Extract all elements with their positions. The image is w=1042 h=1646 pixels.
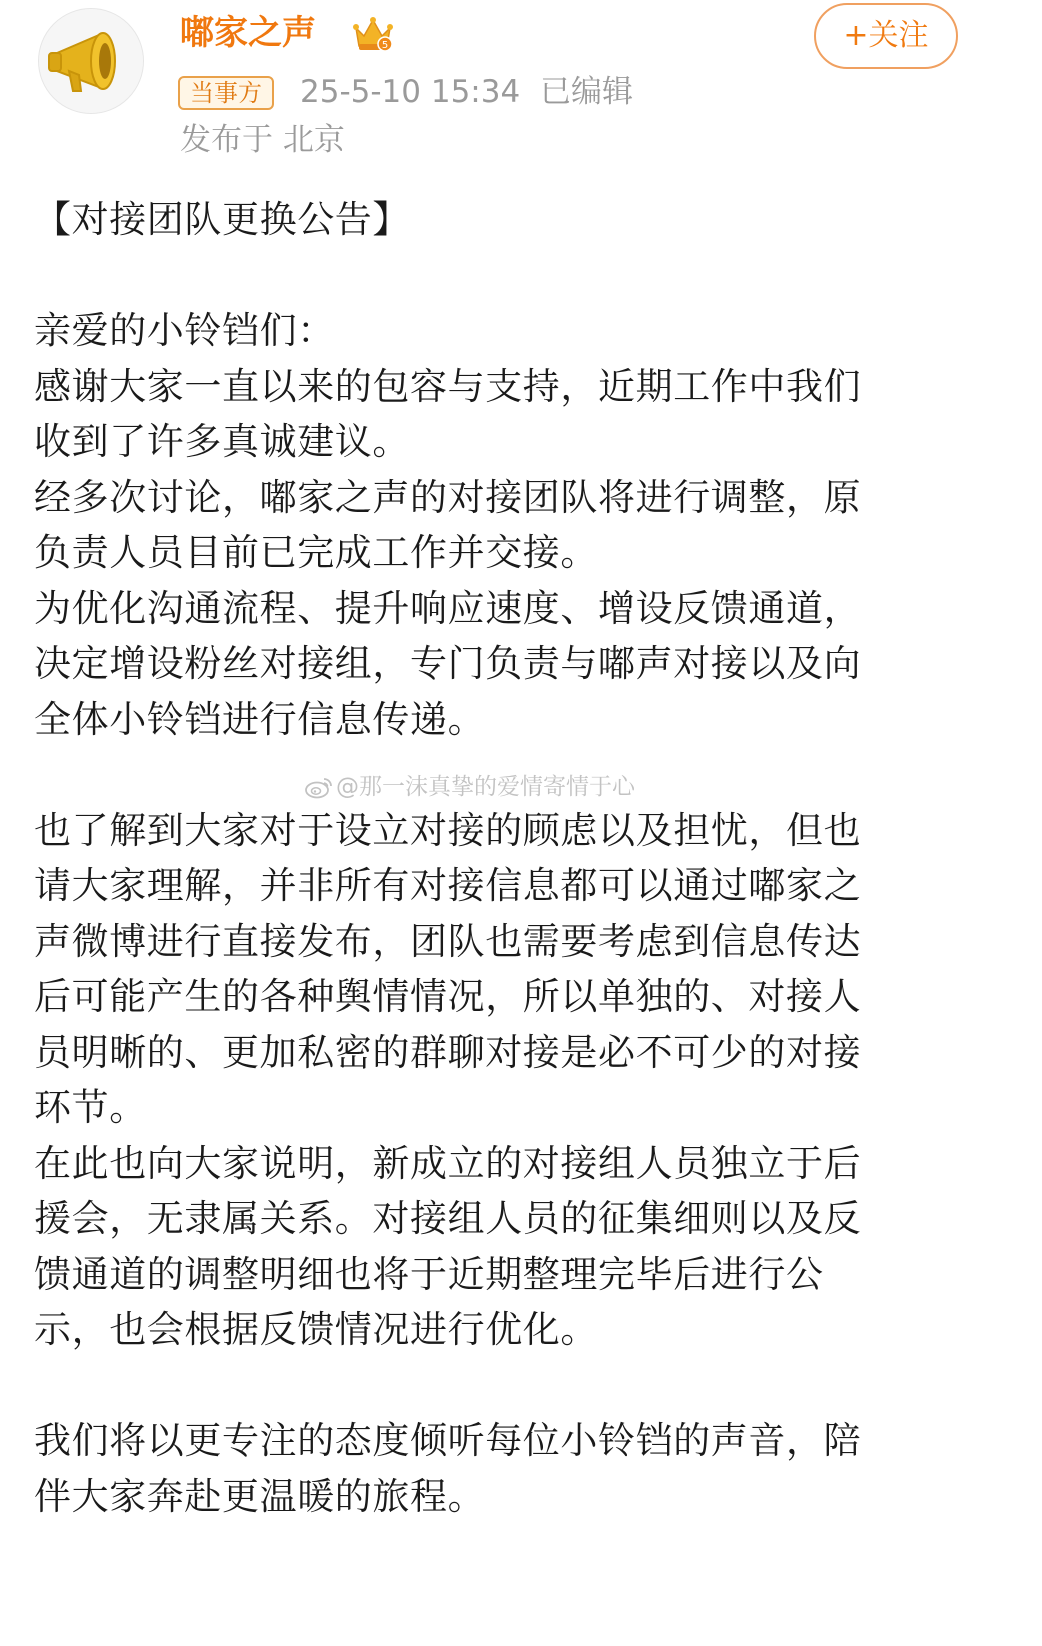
party-badge: 当事方 [178, 76, 274, 110]
post-content [34, 192, 964, 1524]
blank-line [34, 747, 964, 803]
post-line: 伴大家奔赴更温暖的旅程。 [34, 1474, 486, 1518]
post-line: 员明晰的、更加私密的群聊对接是必不可少的对接 [34, 1030, 862, 1074]
blank-line [34, 1358, 964, 1414]
post-line: 援会，无隶属关系。对接组人员的征集细则以及反 [34, 1197, 862, 1240]
post-location: 发布于 北京 [180, 122, 345, 158]
author-avatar[interactable] [38, 8, 144, 114]
post-line: 馈通道的调整明细也将于近期整理完毕后进行公 [34, 1252, 824, 1296]
post-line: 亲爱的小铃铛们： [34, 309, 335, 352]
post-header [0, 0, 1042, 190]
follow-button[interactable]: +关注 [814, 3, 958, 69]
post-line: 也了解到大家对于设立对接的顾虑以及担忧，但也 [34, 808, 862, 852]
svg-text:5: 5 [381, 40, 389, 51]
post-line: 我们将以更专注的态度倾听每位小铃铛的声音，陪 [34, 1419, 862, 1462]
post-line: 请大家理解，并非所有对接信息都可以通过嘟家之 [34, 864, 862, 907]
megaphone-icon [39, 9, 143, 113]
post-line: 收到了许多真诚建议。 [34, 420, 410, 463]
post-line: 为优化沟通流程、提升响应速度、增设反馈通道， [34, 586, 862, 630]
post-line: 决定增设粉丝对接组，专门负责与嘟声对接以及向 [34, 642, 862, 685]
post-line: 全体小铃铛进行信息传递。 [34, 697, 486, 741]
post-line: 经多次讨论，嘟家之声的对接团队将进行调整，原 [34, 475, 862, 519]
post-line: 环节。 [34, 1086, 147, 1129]
post-line: 在此也向大家说明，新成立的对接组人员独立于后 [34, 1141, 862, 1185]
post-line: 【对接团队更换公告】 [34, 198, 410, 241]
post-line: 示，也会根据反馈情况进行优化。 [34, 1308, 598, 1351]
post-line: 声微博进行直接发布，团队也需要考虑到信息传达 [34, 919, 862, 963]
blank-line [34, 248, 964, 304]
post-timestamp: 25-5-10 15:34 [300, 74, 521, 110]
post-line: 感谢大家一直以来的包容与支持，近期工作中我们 [34, 364, 862, 408]
watermark-text: @那一沫真挚的爱情寄情于心 [336, 774, 635, 800]
post-line: 后可能产生的各种舆情情况，所以单独的、对接人 [34, 975, 862, 1018]
post-line: 负责人员目前已完成工作并交接。 [34, 531, 598, 574]
crown-icon [352, 14, 394, 54]
edited-label[interactable]: 已编辑 [540, 74, 633, 110]
author-name[interactable]: 嘟家之声 [180, 13, 316, 53]
